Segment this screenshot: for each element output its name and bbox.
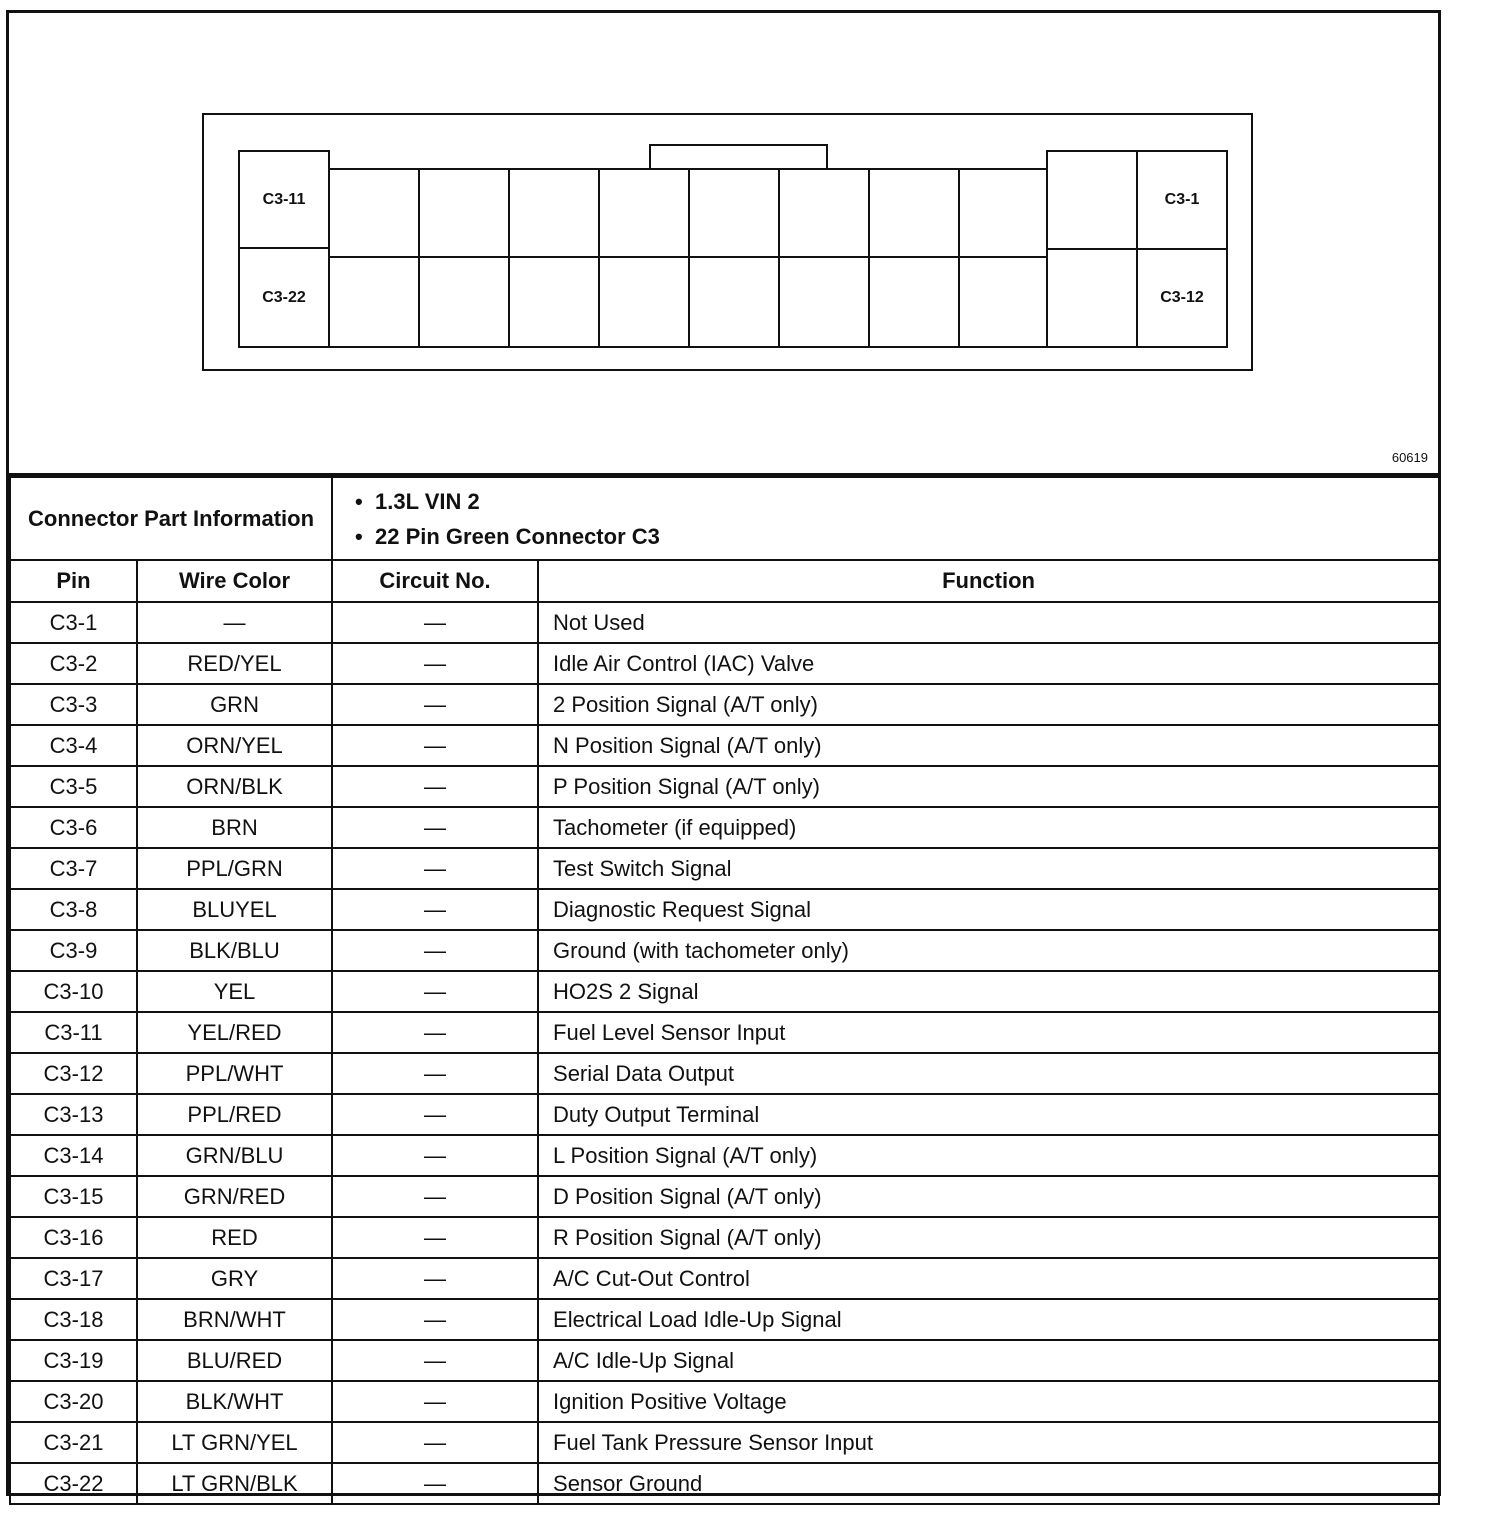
wire-color-cell: ORN/BLK xyxy=(137,766,332,807)
function-cell: L Position Signal (A/T only) xyxy=(538,1135,1439,1176)
connector-info-item: • 22 Pin Green Connector C3 xyxy=(375,519,1438,554)
table-header-row xyxy=(10,560,1439,602)
function-cell: Test Switch Signal xyxy=(538,848,1439,889)
pin-cell: C3-1 xyxy=(10,602,137,643)
wire-color-cell: YEL xyxy=(137,971,332,1012)
connector-info-list xyxy=(333,484,1438,554)
pin-cell: C3-13 xyxy=(10,1094,137,1135)
wire-color-cell: BLK/WHT xyxy=(137,1381,332,1422)
function-cell: Fuel Level Sensor Input xyxy=(538,1012,1439,1053)
table-row xyxy=(10,1012,1439,1053)
header-function: Function xyxy=(538,560,1439,602)
wire-color-cell: BRN/WHT xyxy=(137,1299,332,1340)
connector-info-label-cell xyxy=(10,477,332,560)
pin-label-cell: C3-12 xyxy=(1136,248,1228,348)
pin-cell: C3-10 xyxy=(10,971,137,1012)
pin-cell: C3-20 xyxy=(10,1381,137,1422)
pin-cell: C3-4 xyxy=(10,725,137,766)
table-row xyxy=(10,602,1439,643)
pin-cell: C3-19 xyxy=(10,1340,137,1381)
table-row xyxy=(10,1463,1439,1504)
pin-cavity xyxy=(868,256,960,348)
connector-info-label: Connector Part Information xyxy=(28,505,315,531)
wire-color-cell: ORN/YEL xyxy=(137,725,332,766)
circuit-cell: — xyxy=(332,602,538,643)
circuit-cell: — xyxy=(332,643,538,684)
pin-cell: C3-17 xyxy=(10,1258,137,1299)
pin-cell: C3-3 xyxy=(10,684,137,725)
circuit-cell: — xyxy=(332,848,538,889)
header-wire-color: Wire Color xyxy=(137,560,332,602)
pin-cell: C3-7 xyxy=(10,848,137,889)
connector-housing xyxy=(202,113,1253,371)
circuit-cell: — xyxy=(332,930,538,971)
pin-cavity xyxy=(598,256,690,348)
wire-color-cell: BRN xyxy=(137,807,332,848)
pin-cavity xyxy=(688,168,780,258)
table-row xyxy=(10,1340,1439,1381)
connector-info-row xyxy=(10,477,1439,560)
function-cell: D Position Signal (A/T only) xyxy=(538,1176,1439,1217)
function-cell: Idle Air Control (IAC) Valve xyxy=(538,643,1439,684)
pin-cell: C3-8 xyxy=(10,889,137,930)
table-row xyxy=(10,643,1439,684)
circuit-cell: — xyxy=(332,971,538,1012)
wire-color-cell: GRY xyxy=(137,1258,332,1299)
table-row xyxy=(10,1135,1439,1176)
function-cell: HO2S 2 Signal xyxy=(538,971,1439,1012)
circuit-cell: — xyxy=(332,725,538,766)
pin-cavity xyxy=(598,168,690,258)
circuit-cell: — xyxy=(332,766,538,807)
circuit-cell: — xyxy=(332,1422,538,1463)
wire-color-cell: YEL/RED xyxy=(137,1012,332,1053)
circuit-cell: — xyxy=(332,889,538,930)
connector-info-details-cell xyxy=(332,477,1439,560)
wire-color-cell: GRN/BLU xyxy=(137,1135,332,1176)
wire-color-cell: GRN/RED xyxy=(137,1176,332,1217)
wire-color-cell: LT GRN/BLK xyxy=(137,1463,332,1504)
pin-cavity xyxy=(1046,248,1138,348)
pin-cell: C3-22 xyxy=(10,1463,137,1504)
header-circuit-no: Circuit No. xyxy=(332,560,538,602)
wire-color-cell: LT GRN/YEL xyxy=(137,1422,332,1463)
table-row xyxy=(10,1094,1439,1135)
pin-cell: C3-15 xyxy=(10,1176,137,1217)
connector-key-tab xyxy=(649,144,828,168)
wire-color-cell: PPL/RED xyxy=(137,1094,332,1135)
pin-cavity xyxy=(868,168,960,258)
circuit-cell: — xyxy=(332,807,538,848)
function-cell: N Position Signal (A/T only) xyxy=(538,725,1439,766)
circuit-cell: — xyxy=(332,684,538,725)
table-row xyxy=(10,930,1439,971)
function-cell: Tachometer (if equipped) xyxy=(538,807,1439,848)
connector-sheet xyxy=(6,10,1441,1496)
pin-cell: C3-21 xyxy=(10,1422,137,1463)
connector-diagram xyxy=(9,13,1438,476)
header-pin: Pin xyxy=(10,560,137,602)
pin-cell: C3-6 xyxy=(10,807,137,848)
circuit-cell: — xyxy=(332,1053,538,1094)
wire-color-cell: — xyxy=(137,602,332,643)
table-row xyxy=(10,889,1439,930)
function-cell: Diagnostic Request Signal xyxy=(538,889,1439,930)
table-row xyxy=(10,807,1439,848)
pin-cavity xyxy=(1046,150,1138,250)
pin-cell: C3-2 xyxy=(10,643,137,684)
wire-color-cell: BLUYEL xyxy=(137,889,332,930)
pin-cell: C3-18 xyxy=(10,1299,137,1340)
pinout-table xyxy=(9,476,1440,1505)
circuit-cell: — xyxy=(332,1258,538,1299)
circuit-cell: — xyxy=(332,1176,538,1217)
function-cell: Ignition Positive Voltage xyxy=(538,1381,1439,1422)
pin-label-cell: C3-11 xyxy=(238,150,330,249)
table-row xyxy=(10,1381,1439,1422)
function-cell: R Position Signal (A/T only) xyxy=(538,1217,1439,1258)
pin-cell: C3-14 xyxy=(10,1135,137,1176)
wire-color-cell: RED/YEL xyxy=(137,643,332,684)
circuit-cell: — xyxy=(332,1094,538,1135)
circuit-cell: — xyxy=(332,1463,538,1504)
pin-cell: C3-11 xyxy=(10,1012,137,1053)
table-row xyxy=(10,725,1439,766)
figure-number: 60619 xyxy=(1391,450,1428,465)
circuit-cell: — xyxy=(332,1135,538,1176)
table-row xyxy=(10,848,1439,889)
pin-cavity xyxy=(418,168,510,258)
circuit-cell: — xyxy=(332,1217,538,1258)
wire-color-cell: BLU/RED xyxy=(137,1340,332,1381)
function-cell: Ground (with tachometer only) xyxy=(538,930,1439,971)
function-cell: Fuel Tank Pressure Sensor Input xyxy=(538,1422,1439,1463)
function-cell: P Position Signal (A/T only) xyxy=(538,766,1439,807)
circuit-cell: — xyxy=(332,1012,538,1053)
circuit-cell: — xyxy=(332,1381,538,1422)
pin-cell: C3-9 xyxy=(10,930,137,971)
wire-color-cell: PPL/WHT xyxy=(137,1053,332,1094)
table-row xyxy=(10,971,1439,1012)
pin-cell: C3-5 xyxy=(10,766,137,807)
circuit-cell: — xyxy=(332,1299,538,1340)
table-row xyxy=(10,766,1439,807)
pin-cavity xyxy=(688,256,780,348)
pin-label-cell: C3-22 xyxy=(238,247,330,348)
pin-cavity xyxy=(958,168,1050,258)
pin-cavity xyxy=(778,168,870,258)
pin-cell: C3-12 xyxy=(10,1053,137,1094)
function-cell: Not Used xyxy=(538,602,1439,643)
pin-label-cell: C3-1 xyxy=(1136,150,1228,250)
function-cell: Serial Data Output xyxy=(538,1053,1439,1094)
wire-color-cell: GRN xyxy=(137,684,332,725)
function-cell: Duty Output Terminal xyxy=(538,1094,1439,1135)
function-cell: Electrical Load Idle-Up Signal xyxy=(538,1299,1439,1340)
pin-cavity xyxy=(418,256,510,348)
function-cell: A/C Idle-Up Signal xyxy=(538,1340,1439,1381)
function-cell: Sensor Ground xyxy=(538,1463,1439,1504)
table-row xyxy=(10,1053,1439,1094)
circuit-cell: — xyxy=(332,1340,538,1381)
table-row xyxy=(10,1176,1439,1217)
pin-cavity xyxy=(508,168,600,258)
function-cell: A/C Cut-Out Control xyxy=(538,1258,1439,1299)
table-row xyxy=(10,1258,1439,1299)
table-row xyxy=(10,1422,1439,1463)
pin-cavity xyxy=(958,256,1050,348)
wire-color-cell: RED xyxy=(137,1217,332,1258)
table-row xyxy=(10,684,1439,725)
connector-info-item: • 1.3L VIN 2 xyxy=(375,484,1438,519)
wire-color-cell: PPL/GRN xyxy=(137,848,332,889)
pin-cell: C3-16 xyxy=(10,1217,137,1258)
table-row xyxy=(10,1217,1439,1258)
table-row xyxy=(10,1299,1439,1340)
wire-color-cell: BLK/BLU xyxy=(137,930,332,971)
pin-cavity xyxy=(328,256,420,348)
pin-cavity xyxy=(778,256,870,348)
function-cell: 2 Position Signal (A/T only) xyxy=(538,684,1439,725)
pin-cavity xyxy=(508,256,600,348)
pin-cavity xyxy=(328,168,420,258)
